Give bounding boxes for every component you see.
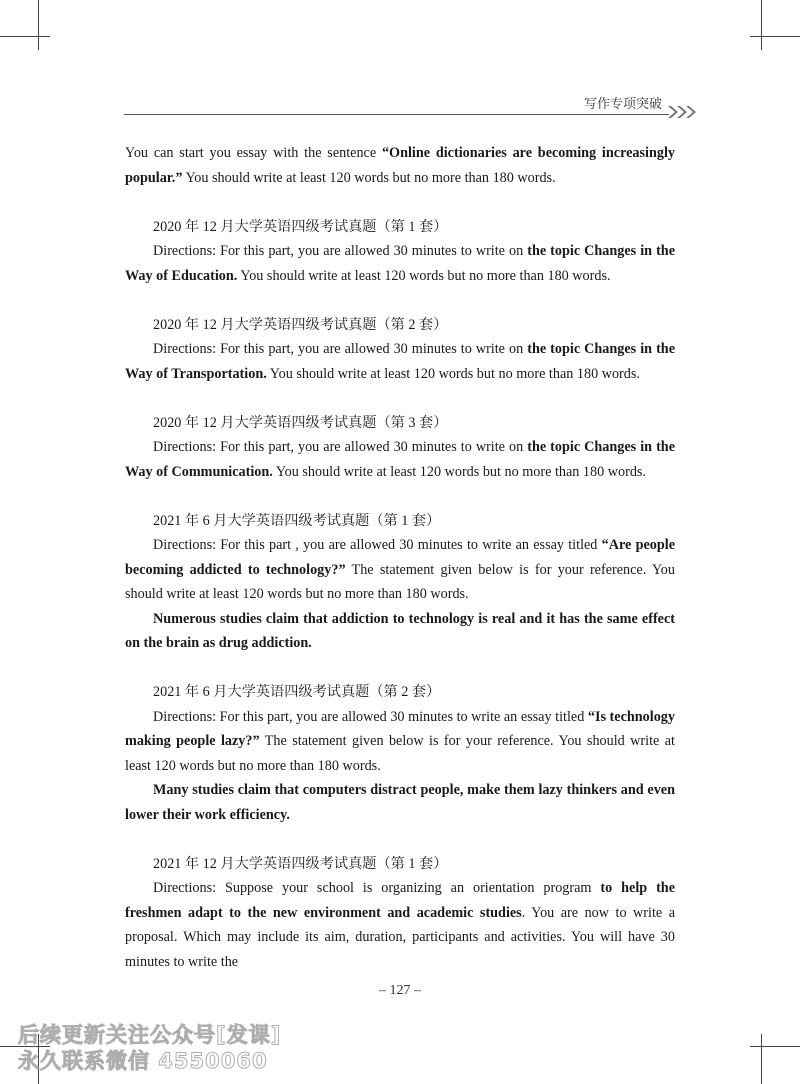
watermark [18, 1022, 281, 1074]
section-title: 2021 年 6 月大学英语四级考试真题（第 1 套） [153, 512, 441, 529]
statement-paragraph: Numerous studies claim that addiction to technology is real and it has the same effect on the brain as drug addiction. [125, 610, 675, 651]
crop-mark [761, 0, 762, 50]
directions-paragraph: Directions: Suppose your school is organizing an orientation program to help the freshmen adapt to the new environment and academic studies. You are now to write a proposal. Which may include its aim, duration, participants and activities. You will have 30 minutes to write the [125, 880, 675, 970]
section-title: 2021 年 6 月大学英语四级考试真题（第 2 套） [153, 684, 441, 700]
section-title: 2020 年 12 月大学英语四级考试真题（第 2 套） [153, 316, 448, 333]
crop-mark [750, 36, 800, 37]
page-number: – 127 – [379, 983, 421, 998]
crop-mark [761, 1034, 762, 1084]
statement-paragraph: Many studies claim that computers distract people, make them lazy thinkers and even lower their work efficiency. [125, 782, 675, 823]
intro-paragraph: You can start you essay with the sentence “Online dictionaries are becoming increasingly popular.” You should write at least 120 words but no more than 180 words. [125, 145, 675, 186]
directions-paragraph: Directions: For this part, you are allowed 30 minutes to write on the topic Changes in the Way of Education. You should write at least 120 words but no more than 180 words. [125, 243, 675, 284]
directions-paragraph: Directions: For this part, you are allowed 30 minutes to write an essay titled “Is technology making people lazy?” The statement given below is for your reference. You should write at least 120 words but no more than 180 words. [125, 708, 675, 774]
watermark-line: 永久联系微信 4550060 [18, 1049, 268, 1073]
watermark-line: 后续更新关注公众号[发课] [18, 1023, 282, 1047]
section-title: 2021 年 12 月大学英语四级考试真题（第 1 套） [153, 855, 448, 872]
directions-paragraph: Directions: For this part, you are allowed 30 minutes to write on the topic Changes in the Way of Transportation. You should write at least 120 words but no more than 180 words. [125, 341, 675, 382]
directions-paragraph: Directions: For this part, you are allowed 30 minutes to write on the topic Changes in the Way of Communication. You should write at least 120 words but no more than 180 words. [125, 439, 675, 480]
crop-mark [750, 1046, 800, 1047]
section-title: 2020 年 12 月大学英语四级考试真题（第 3 套） [153, 414, 448, 431]
triple-chevron-right-icon [668, 104, 698, 120]
running-header-title: 写作专项突破 [583, 97, 662, 112]
crop-mark [0, 36, 50, 37]
header-rule [124, 114, 669, 115]
directions-paragraph: Directions: For this part , you are allowed 30 minutes to write an essay titled “Are people becoming addicted to technology?” The statement given below is for your reference. You should write at least 120 words but no more than 180 words. [125, 537, 675, 602]
crop-mark [38, 0, 39, 50]
section-title: 2020 年 12 月大学英语四级考试真题（第 1 套） [153, 218, 448, 235]
page-content [125, 141, 675, 974]
